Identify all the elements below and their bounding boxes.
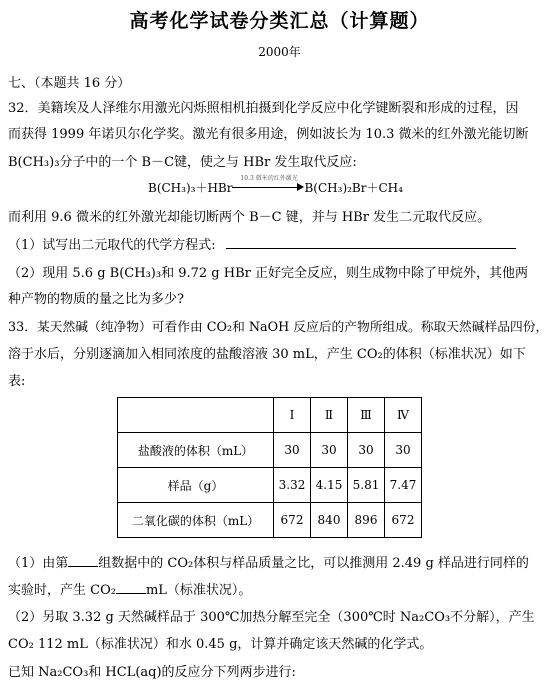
section-heading: 七、（本题共 16 分） [8,76,131,91]
q33-line-3: 表: [8,374,26,389]
row-label: 样品（g） [118,468,274,503]
table-cell: 5.81 [348,468,385,503]
q33-line-1: 33．某天然碱（纯净物）可看作由 CO₂和 NaOH 反应后的产物所组成。称取天然碱样品四份， [8,320,549,335]
column-header: Ⅳ [385,398,422,433]
table-cell: 30 [385,433,422,468]
q33-part-1-line-1 [8,552,529,571]
q32-part-1 [8,234,516,253]
q32-line-1: 32．美籍埃及人泽维尔用激光闪烁照相机拍摄到化学反应中化学键断裂和形成的过程，因 [8,101,519,116]
q33-part-1-line-2 [8,579,251,598]
reaction-arrow-icon [232,175,304,192]
q32-line-4: 而利用 9.6 微米的红外激光却能切断两个 B－C 键，并与 HBr 发生二元取代反应。 [8,210,491,225]
table-cell: 840 [311,503,348,538]
year-label: 2000年 [258,45,301,59]
q32-part-2-line-2: 种产物的物质的量之比为多少? [8,292,184,307]
table-row [118,503,422,538]
q32-part-2-line-1: （2）现用 5.6 g B(CH₃)₃和 9.72 g HBr 正好完全反应，则生成物中除了甲烷外，其他两 [8,266,528,281]
table-cell: 30 [311,433,348,468]
table-header-row [118,398,422,433]
q33-part-2-line-1: （2）另取 3.32 g 天然碱样品于 300℃加热分解至完全（300℃时 Na₂CO₃不分解），产生 [8,610,535,625]
q33-line-2: 溶于水后，分别逐滴加入相同浓度的盐酸溶液 30 mL，产生 CO₂的体积（标准状况）如下 [8,347,526,362]
table-cell: 3.32 [274,468,311,503]
column-header: Ⅱ [311,398,348,433]
q33-part-1-text-a: （1）由第 [8,556,69,571]
table-row [118,433,422,468]
answer-blank[interactable] [226,236,516,249]
table-cell: 672 [274,503,311,538]
group-number-blank[interactable] [68,554,98,567]
q32-line-3: B(CH₃)₃分子中的一个 B－C键，使之与 HBr 发生取代反应: [8,155,357,170]
reaction-condition: 10.3 微米的红外激光 [240,175,298,182]
table-cell: 30 [274,433,311,468]
reaction-equation [148,175,403,196]
table-cell: 672 [385,503,422,538]
row-label: 盐酸液的体积（mL） [118,433,274,468]
document-title: 高考化学试卷分类汇总（计算题） [129,10,430,32]
table-cell: 30 [348,433,385,468]
q33-part-2-line-2: CO₂ 112 mL（标准状况）和水 0.45 g，计算并确定该天然碱的化学式。 [8,637,433,652]
q33-part-1-text-b: 组数据中的 CO₂体积与样品质量之比，可以推测用 2.49 g 样品进行同样的 [98,556,529,571]
column-header: Ⅰ [274,398,311,433]
q33-part-1-text-c: 实验时，产生 CO₂ [8,583,116,598]
co2-volume-blank[interactable] [116,581,146,594]
equation-right: B(CH₃)₂Br＋CH₄ [304,181,403,195]
table-cell: 7.47 [385,468,422,503]
q33-part-1-text-d: mL（标准状况）。 [145,583,252,598]
table-row [118,468,422,503]
table-cell: 896 [348,503,385,538]
q32-line-2: 而获得 1999 年诺贝尔化学奖。激光有很多用途，例如波长为 10.3 微米的红外激光能切断 [8,127,529,142]
q32-part-1-text: （1）试写出二元取代的代学方程式: [8,238,216,253]
row-label: 二氧化碳的体积（mL） [118,503,274,538]
table-cell: 4.15 [311,468,348,503]
equation-left: B(CH₃)₃＋HBr [148,181,233,195]
sample-data-table [117,397,422,538]
table-corner-cell [118,398,274,433]
column-header: Ⅲ [348,398,385,433]
q33-last-line: 已知 Na₂CO₃和 HCL(aq)的反应分下列两步进行: [8,665,296,680]
